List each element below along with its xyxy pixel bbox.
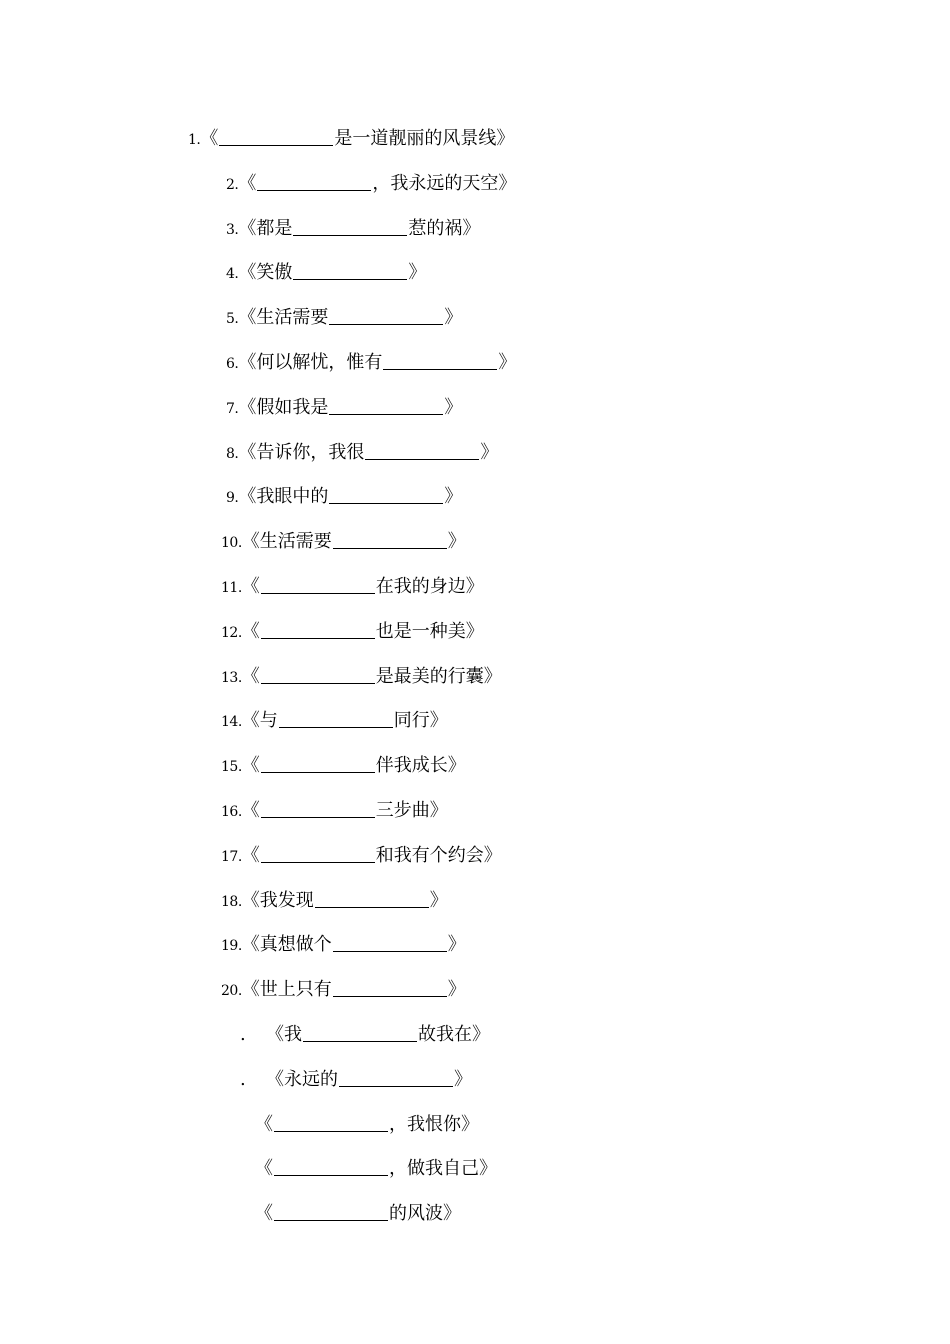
fill-in-blank — [303, 1023, 417, 1042]
fill-in-blank — [333, 530, 447, 549]
close-bracket: 》 — [447, 755, 466, 777]
item-number: 13. — [221, 669, 242, 686]
fill-in-blank — [279, 709, 393, 728]
text-after-blank: ，做我自己 — [389, 1158, 479, 1180]
fill-in-blank — [329, 306, 443, 325]
item-number: . — [240, 1024, 246, 1045]
title-line — [221, 528, 466, 555]
text-after-blank: 惹的祸 — [408, 217, 463, 239]
fill-in-blank — [274, 1113, 388, 1132]
title-line — [240, 1021, 490, 1047]
text-before-blank: 生活需要 — [256, 307, 329, 329]
open-bracket: 《 — [241, 800, 260, 821]
title-line — [221, 663, 502, 690]
close-bracket: 》 — [429, 889, 448, 911]
title-line — [221, 618, 484, 645]
text-after-blank: 的风波 — [389, 1203, 443, 1225]
item-number: 20. — [221, 983, 242, 1000]
close-bracket: 》 — [447, 979, 466, 1001]
title-line — [226, 215, 480, 242]
item-number: 8. — [226, 445, 239, 462]
close-bracket: 》 — [472, 1024, 490, 1045]
open-bracket: 《 — [241, 576, 260, 597]
text-after-blank: 是最美的行囊 — [375, 665, 484, 687]
close-bracket: 》 — [444, 307, 463, 329]
item-number: 11. — [221, 580, 242, 596]
close-bracket: 》 — [483, 665, 502, 687]
title-line — [226, 304, 462, 331]
fill-in-blank — [261, 575, 375, 594]
fill-in-blank — [274, 1157, 388, 1176]
title-line — [226, 349, 516, 376]
text-before-blank: 笑傲 — [256, 262, 293, 284]
open-bracket: 《 — [238, 262, 257, 284]
close-bracket: 》 — [447, 934, 466, 956]
open-bracket: 《 — [238, 307, 257, 329]
close-bracket: 》 — [461, 1113, 479, 1135]
open-bracket: 《 — [241, 755, 260, 777]
title-line — [226, 170, 516, 197]
close-bracket: 》 — [429, 710, 448, 732]
open-bracket: 《 — [241, 979, 260, 1001]
open-bracket: 《 — [241, 889, 260, 911]
text-after-blank: 也是一种美 — [375, 620, 466, 642]
text-before-blank: 我眼中的 — [256, 486, 329, 508]
fill-in-blank — [339, 1068, 453, 1087]
text-after-blank: ，我恨你 — [389, 1113, 461, 1135]
close-bracket: 》 — [483, 844, 502, 866]
fill-in-blank — [365, 441, 479, 460]
fill-in-blank — [333, 933, 447, 952]
item-number: 4. — [226, 266, 239, 283]
text-before-blank: 生活需要 — [259, 531, 332, 553]
close-bracket: 》 — [496, 128, 515, 149]
open-bracket: 《 — [238, 441, 257, 463]
title-line — [188, 125, 514, 152]
open-bracket: 《 — [255, 1113, 273, 1135]
open-bracket: 《 — [241, 531, 260, 553]
fill-in-blank — [257, 172, 371, 191]
close-bracket: 》 — [444, 486, 463, 508]
title-line — [221, 752, 466, 779]
open-bracket: 《 — [255, 1203, 273, 1225]
text-after-blank: ，我永远的天空 — [372, 172, 499, 194]
item-number: . — [240, 1068, 246, 1090]
close-bracket: 》 — [408, 262, 427, 284]
open-bracket: 《 — [241, 844, 260, 866]
title-line — [255, 1155, 497, 1181]
title-line — [221, 797, 448, 824]
item-number: 17. — [221, 848, 242, 865]
open-bracket: 《 — [266, 1068, 284, 1090]
text-before-blank: 都是 — [256, 217, 293, 239]
close-bracket: 》 — [444, 396, 463, 418]
text-after-blank: 和我有个约会 — [375, 844, 484, 866]
open-bracket: 《 — [238, 352, 257, 373]
title-line — [226, 483, 462, 510]
text-before-blank: 何以解忧，惟有 — [256, 352, 383, 373]
item-number: 14. — [221, 714, 242, 731]
open-bracket: 《 — [241, 710, 260, 732]
fill-in-blank — [329, 396, 443, 415]
text-before-blank: 与 — [259, 710, 278, 732]
open-bracket: 《 — [238, 486, 257, 508]
open-bracket: 《 — [238, 172, 257, 194]
item-number: 7. — [226, 400, 239, 417]
close-bracket: 》 — [498, 172, 517, 194]
item-number: 6. — [226, 356, 239, 372]
text-before-blank: 世上只有 — [259, 979, 332, 1001]
title-line — [221, 573, 484, 600]
fill-in-blank — [274, 1202, 388, 1221]
close-bracket: 》 — [465, 620, 484, 642]
title-line — [226, 259, 426, 286]
item-number: 19. — [221, 938, 242, 955]
item-number: 10. — [221, 535, 242, 552]
close-bracket: 》 — [443, 1203, 461, 1225]
text-before-blank: 真想做个 — [259, 934, 332, 956]
text-after-blank: 故我在 — [418, 1024, 472, 1045]
fill-in-blank — [315, 889, 429, 908]
item-number: 12. — [221, 624, 242, 641]
item-number: 9. — [226, 490, 239, 507]
text-before-blank: 我 — [284, 1024, 302, 1045]
title-line — [221, 842, 502, 869]
fill-in-blank — [261, 799, 375, 818]
fill-in-blank — [333, 978, 447, 997]
open-bracket: 《 — [255, 1158, 273, 1180]
open-bracket: 《 — [266, 1024, 284, 1045]
fill-in-blank — [261, 665, 375, 684]
item-number: 5. — [226, 311, 239, 328]
close-bracket: 》 — [462, 217, 481, 239]
item-number: 2. — [226, 176, 239, 193]
close-bracket: 》 — [465, 576, 484, 597]
open-bracket: 《 — [241, 665, 260, 687]
open-bracket: 《 — [241, 620, 260, 642]
title-line — [226, 439, 498, 466]
close-bracket: 》 — [429, 800, 448, 821]
title-line — [226, 394, 462, 421]
title-line — [221, 931, 466, 958]
fill-in-blank — [383, 351, 497, 370]
item-number: 15. — [221, 759, 242, 776]
fill-in-blank — [219, 127, 333, 146]
title-line — [255, 1200, 461, 1226]
item-number: 1. — [188, 132, 201, 148]
open-bracket: 《 — [241, 934, 260, 956]
fill-in-blank — [293, 217, 407, 236]
text-after-blank: 伴我成长 — [375, 755, 448, 777]
open-bracket: 《 — [238, 396, 257, 418]
title-line — [221, 976, 466, 1003]
text-after-blank: 三步曲 — [375, 800, 430, 821]
item-number: 16. — [221, 804, 242, 820]
title-line — [255, 1111, 479, 1137]
open-bracket: 《 — [238, 217, 257, 239]
close-bracket: 》 — [479, 1158, 497, 1180]
open-bracket: 《 — [200, 128, 219, 149]
close-bracket: 》 — [498, 352, 517, 373]
title-line — [240, 1066, 472, 1092]
text-before-blank: 告诉你，我很 — [256, 441, 365, 463]
text-after-blank: 是一道靓丽的风景线 — [334, 128, 497, 149]
item-number: 3. — [226, 221, 239, 238]
fill-in-blank — [293, 261, 407, 280]
text-after-blank: 同行 — [393, 710, 430, 732]
text-before-blank: 我发现 — [259, 889, 314, 911]
close-bracket: 》 — [447, 531, 466, 553]
text-before-blank: 永远的 — [284, 1068, 338, 1090]
close-bracket: 》 — [480, 441, 499, 463]
fill-in-blank — [261, 754, 375, 773]
text-before-blank: 假如我是 — [256, 396, 329, 418]
text-after-blank: 在我的身边 — [375, 576, 466, 597]
fill-in-blank — [261, 844, 375, 863]
item-number: 18. — [221, 893, 242, 910]
fill-in-blank — [261, 620, 375, 639]
title-line — [221, 707, 448, 734]
fill-in-blank — [329, 485, 443, 504]
close-bracket: 》 — [454, 1068, 472, 1090]
title-line — [221, 887, 448, 914]
